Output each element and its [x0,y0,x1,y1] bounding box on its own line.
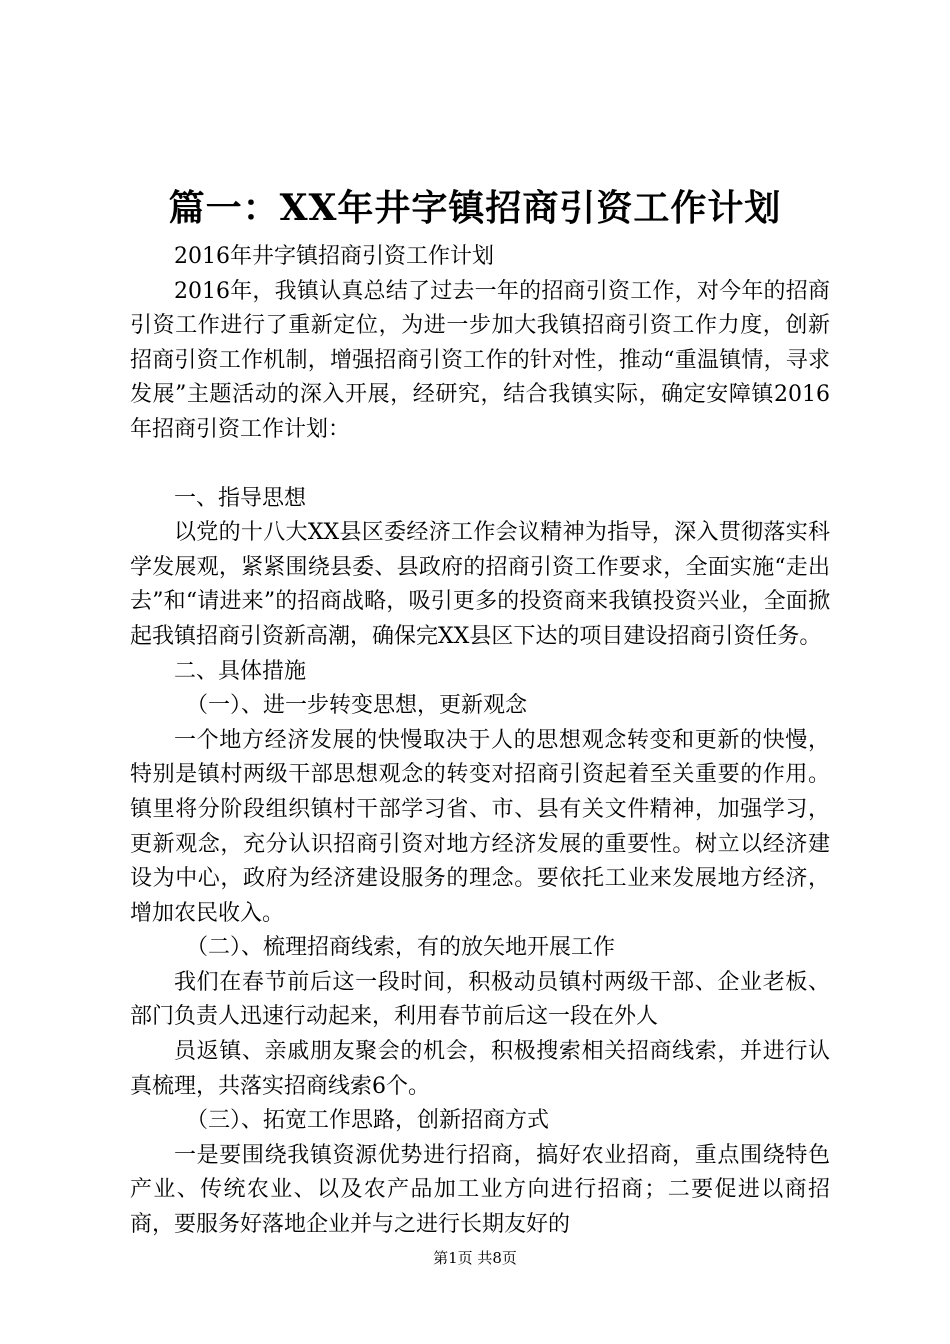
subsection-paragraph-3: 一是要围绕我镇资源优势进行招商，搞好农业招商，重点围绕特色产业、传统农业、以及农产品加工业方向进行招商；二要促进以商招商，要服务好落地企业并与之进行长期友好的 [130,1142,830,1238]
document-subtitle: 2016年井字镇招商引资工作计划 [174,244,494,269]
subsection-heading-1: （一）、进一步转变思想，更新观念 [186,693,528,719]
section-heading-specific-measures: 二、具体措施 [174,658,307,684]
paragraph-gap [130,448,830,482]
document-title: 篇一：XX年井字镇招商引资工作计划 [168,187,782,229]
subsection-heading-3: （三）、拓宽工作思路，创新招商方式 [186,1108,550,1134]
subsection-paragraph-2b: 员返镇、亲戚朋友聚会的机会，积极搜索相关招商线索，并进行认真梳理，共落实招商线索6个。 [130,1039,830,1099]
subsection-paragraph-2a: 我们在春节前后这一段时间，积极动员镇村两级干部、企业老板、部门负责人迅速行动起来，利用春节前后这一段在外人 [130,969,830,1030]
subsection-paragraph-1: 一个地方经济发展的快慢取决于人的思想观念转变和更新的快慢，特别是镇村两级干部思想观念的转变对招商引资起着至关重要的作用。镇里将分阶段组织镇村干部学习省、市、县有关文件精神，加强学习，更新观念，充分认识招商引资对地方经济发展的重要性。树立以经济建设为中心，政府为经济建设服务的理念。要依托工业来发展地方经济，增加农民收入。 [130,727,830,926]
intro-paragraph: 2016年，我镇认真总结了过去一年的招商引资工作，对今年的招商引资工作进行了重新定位，为进一步加大我镇招商引资工作力度，创新招商引资工作机制，增强招商引资工作的针对性，推动“重温镇情，寻求发展”主题活动的深入开展，经研究，结合我镇实际，确定安障镇2016年招商引资工作计划： [130,278,830,442]
document-body [130,240,830,1243]
section-paragraph-guiding-ideology: 以党的十八大XX县区委经济工作会议精神为指导，深入贯彻落实科学发展观，紧紧围绕县委、县政府的招商引资工作要求，全面实施“走出去”和“请进来”的招商战略，吸引更多的投资商来我镇投资兴业，全面掀起我镇招商引资新高潮，确保完XX县区下达的项目建设招商引资任务。 [130,520,830,649]
subsection-heading-2: （二）、梳理招商线索，有的放矢地开展工作 [186,935,616,961]
section-heading-guiding-ideology: 一、指导思想 [174,485,307,511]
page-number-footer: 第1页 共8页 [433,1249,517,1267]
